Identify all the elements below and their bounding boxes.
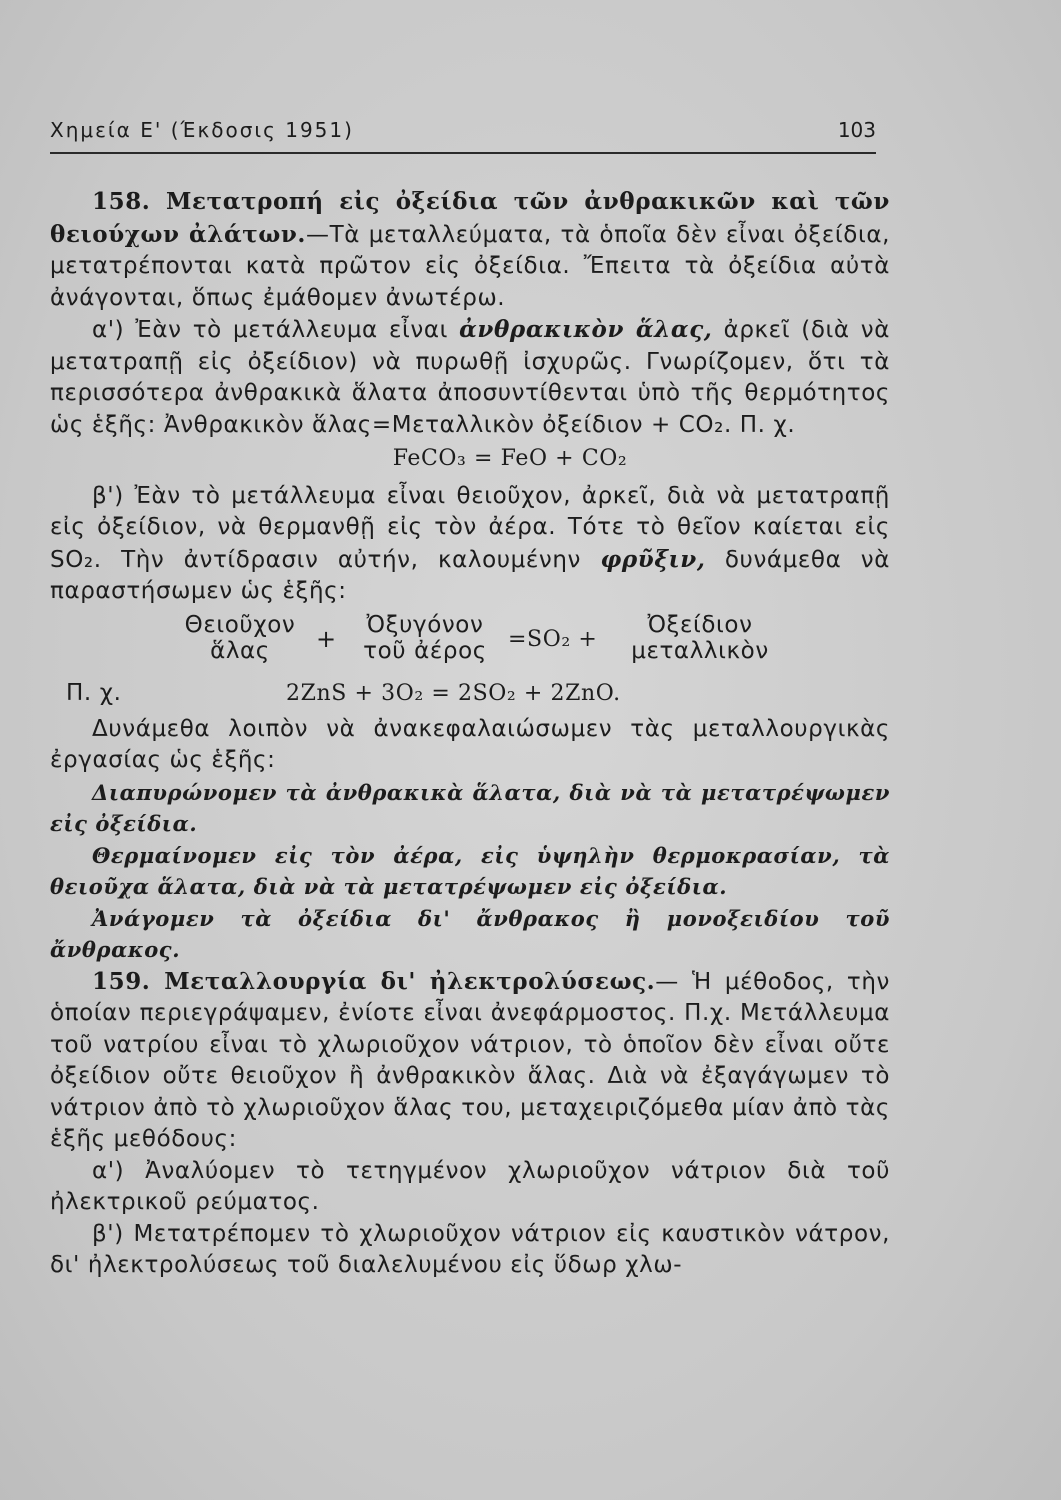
word-eq-so2: =SO₂ + bbox=[508, 626, 598, 652]
word-eq-term-oxygen-top: Ὀξυγόνον bbox=[366, 611, 484, 638]
word-eq-plus: + bbox=[316, 624, 337, 653]
paragraph-alpha bbox=[50, 314, 890, 441]
page-body bbox=[50, 186, 890, 1282]
section-159-intro bbox=[50, 966, 890, 1156]
paragraph-alpha-rest: ἀρκεῖ (διὰ νὰ μετατραπῇ εἰς ὀξείδιον) νὰ πυρωθῇ ἰσχυρῶς. Γνωρίζομεν, ὅτι τὰ περισσότερα ἀνθρακικὰ ἅλατα ἀποσυντίθενται ὑπὸ τῆς θερμότητος ὡς ἑξῆς: Ἀνθρακικὸν ἅλας=Μεταλλικὸν ὀξείδιον + CO₂. Π. χ. bbox=[50, 317, 890, 438]
paragraph-alpha-start: α') Ἐὰν τὸ μετάλλευμα εἶναι bbox=[92, 317, 460, 343]
term-roasting: φρῦξιν, bbox=[600, 545, 706, 573]
paragraph-beta bbox=[50, 481, 890, 608]
word-eq-term-sulfide-bottom: ἅλας bbox=[210, 637, 270, 664]
equation-zns-formula: 2ZnS + 3O₂ = 2SO₂ + 2ZnO. bbox=[286, 680, 621, 706]
summary-item: Ἀνάγομεν τὰ ὀξείδια δι' ἄνθρακος ἢ μονοξειδίου τοῦ ἄνθρακος. bbox=[50, 905, 890, 962]
summary-item: Διαπυρώνομεν τὰ ἀνθρακικὰ ἅλατα, διὰ νὰ τὰ μετατρέψωμεν εἰς ὀξείδια. bbox=[50, 779, 890, 836]
section-159-alpha: α') Ἀναλύομεν τὸ τετηγμένον χλωριοῦχον νάτριον διὰ τοῦ ἠλεκτρικοῦ ρεύματος. bbox=[50, 1157, 890, 1215]
term-carbonate-salt: ἀνθρακικὸν ἅλας, bbox=[459, 316, 713, 343]
section-158-intro bbox=[50, 186, 890, 314]
word-eq-term-oxygen bbox=[340, 612, 510, 664]
word-eq-term-sulfide-top: Θειοῦχον bbox=[184, 611, 296, 638]
section-159-beta: β') Μετατρέπομεν τὸ χλωριοῦχον νάτριον εἰς καυστικὸν νάτρον, δι' ἠλεκτρολύσεως τοῦ διαλελυμένου εἰς ὕδωρ χλω- bbox=[50, 1220, 890, 1278]
equation-zns-label: Π. χ. bbox=[66, 679, 122, 706]
word-equation bbox=[50, 612, 890, 676]
page-number: 103 bbox=[837, 118, 876, 142]
word-eq-term-oxygen-bottom: τοῦ ἀέρος bbox=[363, 637, 487, 664]
running-header bbox=[50, 116, 876, 154]
summary-item: Θερμαίνομεν εἰς τὸν ἀέρα, εἰς ὑψηλὴν θερμοκρασίαν, τὰ θειοῦχα ἅλατα, διὰ νὰ τὰ μετατρέψωμεν εἰς ὀξείδια. bbox=[50, 842, 890, 899]
word-eq-term-oxide-bottom: μεταλλικὸν bbox=[631, 637, 769, 664]
paragraph-beta-start: β') Ἐὰν τὸ μετάλλευμα εἶναι θειοῦχον, ἀρκεῖ, διὰ νὰ μετατραπῇ εἰς ὀξείδιον, νὰ θερμανθῇ εἰς τὸν ἀέρα. Τότε τὸ θεῖον καίεται εἰς SO₂. Τὴν ἀντίδρασιν αὐτήν, καλουμένην bbox=[50, 482, 890, 573]
equation-feco3: FeCO₃ = FeO + CO₂ bbox=[392, 446, 628, 471]
word-eq-term-oxide bbox=[610, 612, 790, 664]
running-title: Χημεία Ε' (Έκδοσις 1951) bbox=[50, 118, 354, 142]
section-158-heading: 158. Μετατροπή εἰς ὀξείδια τῶν ἀνθρακικῶν καὶ τῶν θειούχων ἀλάτων. bbox=[50, 188, 890, 248]
section-159-heading: 159. Μεταλλουργία δι' ἠλεκτρολύσεως. bbox=[92, 967, 656, 995]
section-158-intro-text: —Τὰ μεταλλεύματα, τὰ ὁποῖα δὲν εἶναι ὀξείδια, μετατρέπονται κατὰ πρῶτον εἰς ὀξείδια. Ἔπειτα τὰ ὀξείδια αὐτὰ ἀνάγονται, ὅπως ἐμάθομεν ἀνωτέρω. bbox=[50, 221, 890, 311]
equation-zns bbox=[50, 678, 890, 714]
paragraph-beta-rest: δυνάμεθα νὰ παραστήσωμεν ὡς ἑξῆς: bbox=[50, 546, 890, 604]
summary-intro: Δυνάμεθα λοιπὸν νὰ ἀνακεφαλαιώσωμεν τὰς μεταλλουργικὰς ἐργασίας ὡς ἑξῆς: bbox=[50, 715, 890, 773]
section-159-intro-text: — Ἡ μέθοδος, τὴν ὁποίαν περιεγράψαμεν, ἐνίοτε εἶναι ἀνεφάρμοστος. Π.χ. Μετάλλευμα τοῦ νατρίου εἶναι τὸ χλωριοῦχον νάτριον, τὸ ὁποῖον δὲν εἶναι οὔτε ὀξείδιον οὔτε θειοῦχον ἢ ἀνθρακικὸν ἅλας. Διὰ νὰ ἐξαγάγωμεν τὸ νάτριον ἀπὸ τὸ χλωριοῦχον ἅλας του, μεταχειριζόμεθα μίαν ἀπὸ τὰς ἑξῆς μεθόδους: bbox=[50, 968, 890, 1152]
word-eq-term-sulfide bbox=[170, 612, 310, 664]
word-eq-term-oxide-top: Ὀξείδιον bbox=[647, 611, 753, 638]
